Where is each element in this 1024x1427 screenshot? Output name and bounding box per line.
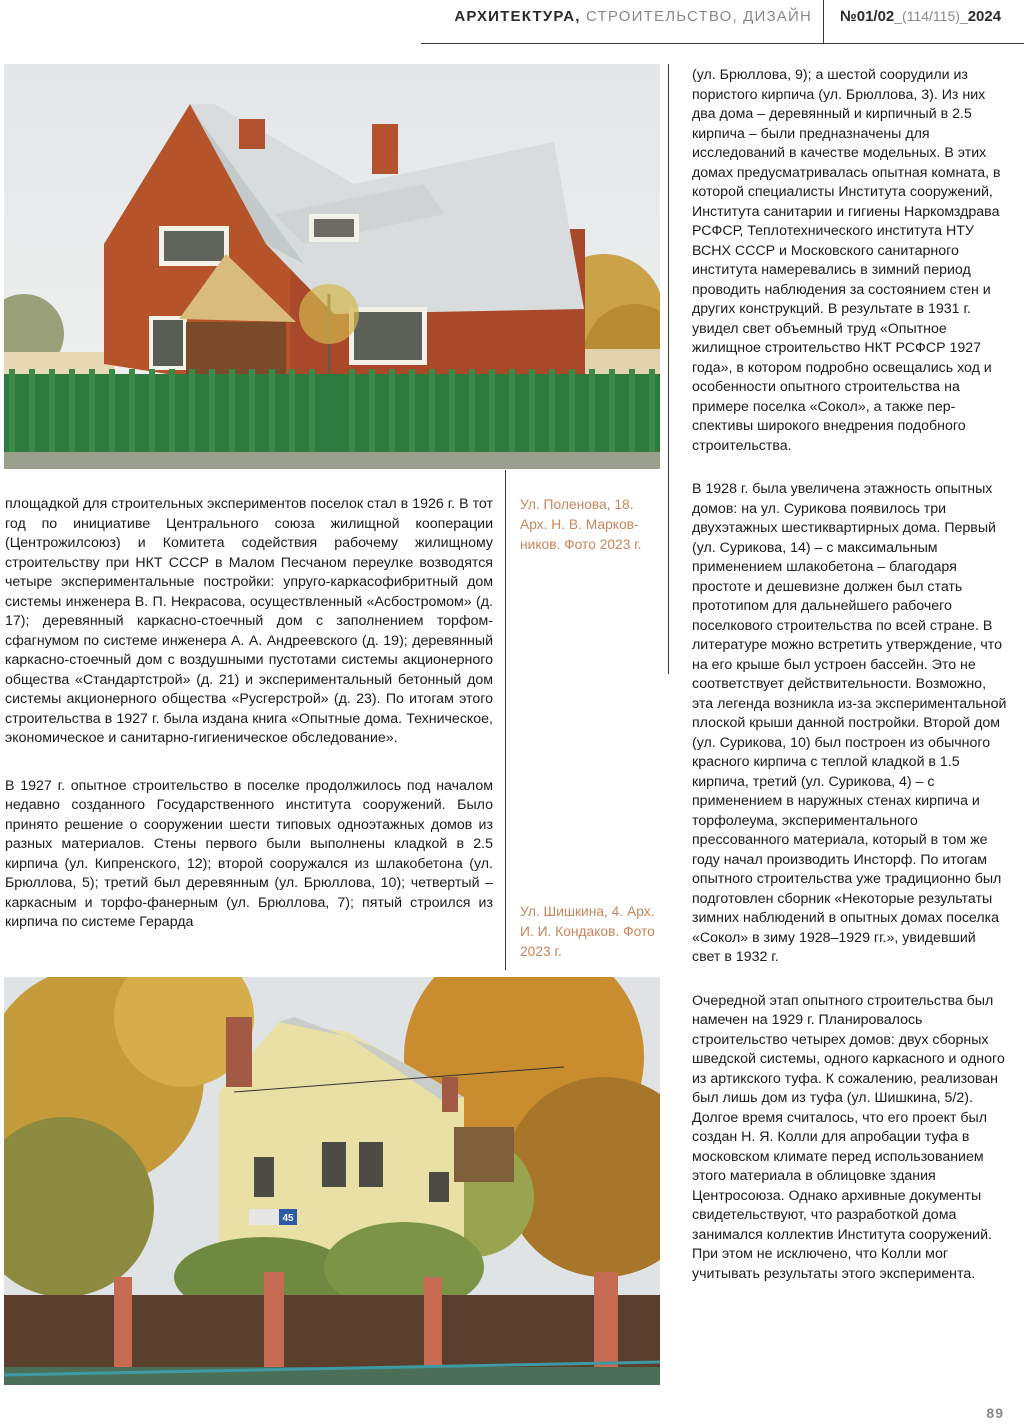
- photo-house-shishkina: [4, 977, 660, 1385]
- column-rule-left: [505, 470, 506, 970]
- left-column: [5, 495, 493, 953]
- journal-title: [454, 8, 812, 25]
- issue-year: 2024: [967, 8, 1002, 25]
- house-number-sign: 45: [282, 1213, 294, 1224]
- issue-number: [840, 8, 1001, 25]
- issue-main: №01/02: [840, 8, 895, 25]
- photo-house-polenova: [4, 64, 660, 469]
- caption-photo1: Ул. Поленова, 18. Арх. Н. В. Марковников. Фото 2023 г.: [520, 497, 642, 552]
- header-rule: [421, 43, 1024, 44]
- page-number: 89: [986, 1405, 1004, 1421]
- right-column: [692, 66, 1008, 1304]
- journal-title-part1: АРХИТЕКТУРА,: [454, 8, 581, 25]
- journal-title-part2: СТРОИТЕЛЬСТВО, ДИЗАЙН: [580, 8, 812, 25]
- issue-sub: _(114/115)_: [894, 8, 968, 24]
- left-paragraph-1: площадкой для строительных экспериментов поселок стал в 1926 г. В тот год по инициативе Центрального союза жилищной кооперации (Центрожилсоюз) и Комитета содействия рабочему жилищному строительству при НКТ СССР в Малом Песчаном переулке возводятся четыре экспериментальные постройки: упруго-каркасофибритный дом системы инженера В. П. Некрасова, осуществленный «Асбостромом» (д. 17); деревянный каркасно-стоечный дом с заполнением торфом-сфагнумом по системе инженера А. А. Андреевского (д. 19); деревянный каркасно-стоечный дом с воздушными пустотами системы акционерного общества «Стандартстрой» (д. 21) и экспериментальный бетонный дом системы акционерного общества «Русгерстрой» (д. 23). По итогам этого строительства в 1927 г. была издана книга «Опытные дома. Техническое, экономическое и санитарно-гигиеническое обследование».: [5, 496, 493, 746]
- left-paragraph-2: В 1927 г. опытное строительство в поселке продолжилось под началом недавно созданного Государственного института сооружений. Было принято решение о сооружении шести типовых одноэтажных домов из разных материалов. Стены первого были выполнены кладкой в 2.5 кирпича (ул. Кипренского, 12); второй сооружался из шлакобетона (ул. Брюллова, 5); третий был деревянным (ул. Брюллова, 10); четвертый – каркасным и торфо-фанерным (ул. Брюллова, 7); пятый строился из кирпича по системе Герарда: [5, 777, 493, 930]
- right-paragraph-2: В 1928 г. была увеличена этажность опытных домов: на ул. Сурикова появилось три двухэтажных шестиквартирных дома. Первый (ул. Сурикова, 14) – с максимальным применением шлакобетона – благодаря простоте и дешевизне должен был стать прототипом для дальнейшего рабочего поселкового строительства по всей стране. В литературе можно встретить утверждение, что на его крыше был устроен бассейн. Это не соответствует действительности. Возможно, эта легенда возникла из-за экспериментальной плоской крыши данной постройки. Второй дом (ул. Сурикова, 10) был построен из обычного красного кирпича с теплой кладкой в 1.5 кирпича, третий (ул. Сурикова, 4) – с применением в наружных стенах кирпича и торфолеума, экспериментального прессованного материала, который в том же году начал производить Инсторф. По итогам опытного строительства уже традиционно был подготовлен сборник «Некоторые результаты зимних наблюдений в опытных домах поселка «Сокол» в зиму 1928–1929 гг.», увидевший свет в 1932 г.: [692, 481, 1007, 965]
- caption-photo2: Ул. Шишкина, 4. Арх. И. И. Кондаков. Фото 2023 г.: [520, 904, 655, 959]
- header-divider: [823, 0, 824, 44]
- column-rule-right: [668, 64, 669, 674]
- right-paragraph-1: (ул. Брюллова, 9); а шестой соорудили из пористого кирпича (ул. Брюллова, 3). Из них два дома – деревянный и кирпичный в 2.5 кирпича – были предназначены для исследований в качестве модельных. В этих домах предусматривалась опытная комната, в которой специалисты Института сооружений, Института санитарии и гигиены Наркомздрава РСФСР, Теплотехнического института НТУ ВСНХ СССР и Московского санитарного института намеревались в зимний период проводить наблюдения за состоянием стен и других конструкций. В результате в 1931 г. увидел свет объемный труд «Опытное жилищное строительство НКТ РСФСР 1927 года», в котором подробно освещались ход и особенности опытного строительства на примере поселка «Сокол», а также перспективы широкого внедрения подобного строительства.: [692, 67, 1001, 454]
- right-paragraph-3: Очередной этап опытного строительства был намечен на 1929 г. Планировалось строительство четырех домов: двух сборных шведской системы, одного каркасного и одного из артикского туфа. К сожалению, реализован был лишь дом из туфа (ул. Шишкина, 5/2). Долгое время считалось, что его проект был создан Н. Я. Колли для апробации туфа в московском климате перед использованием этого материала в облицовке здания Центросоюза. Однако архивные документы свидетельствуют, что разработкой дома занимался коллектив Института сооружений. При этом не исключено, что Колли мог учитывать результаты этого эксперимента.: [692, 992, 1005, 1282]
